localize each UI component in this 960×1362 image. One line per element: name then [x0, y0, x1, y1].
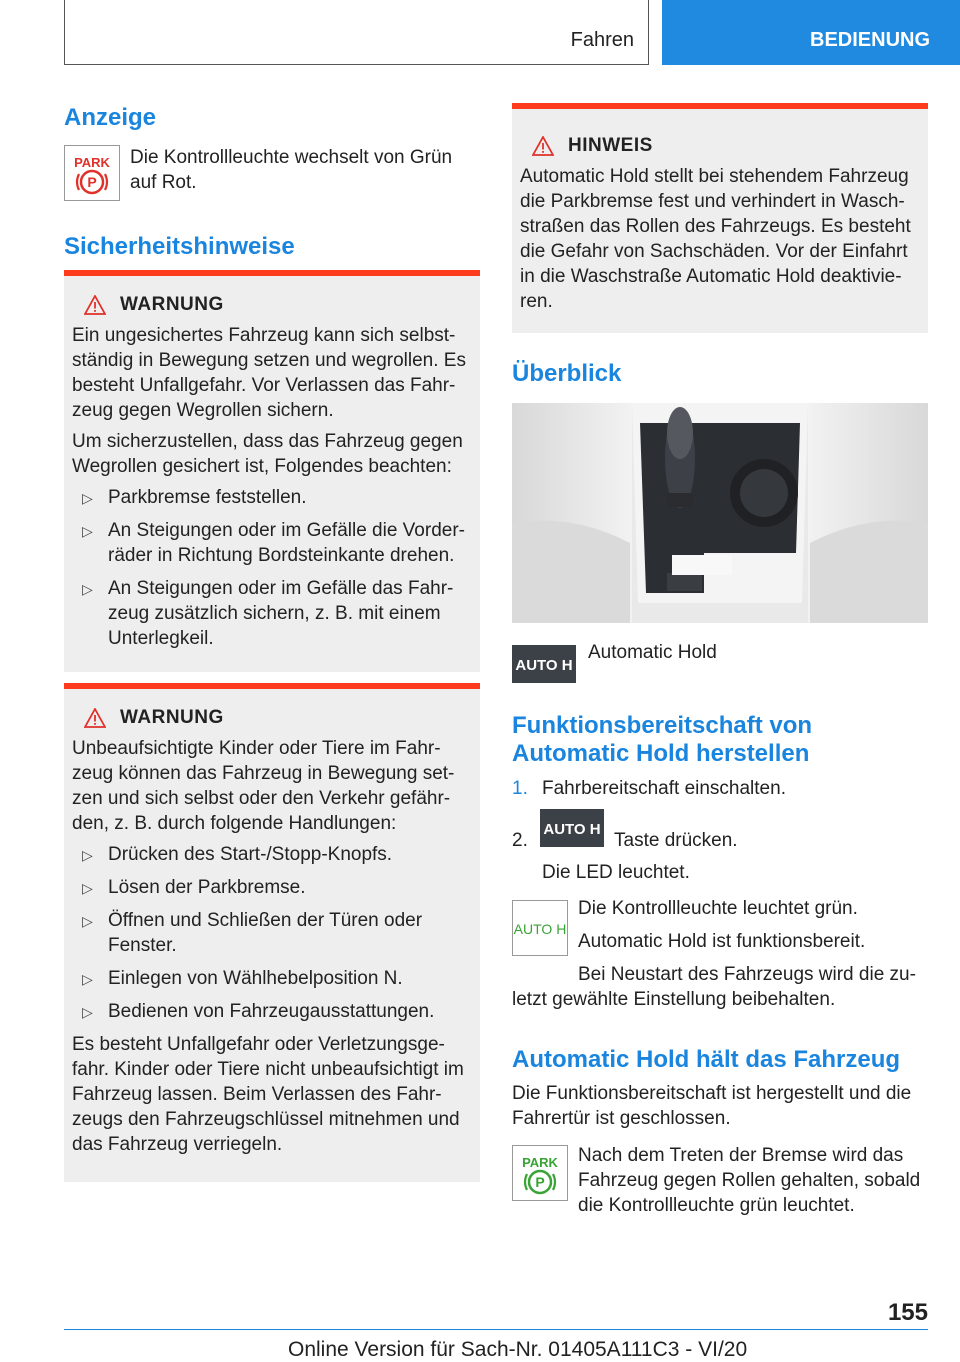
warning-title-2: [84, 705, 480, 730]
anzeige-text: Die Kontrollleuchte wechselt von Grün auf Rot.: [130, 147, 453, 193]
haelt-para-1: Die Funktionsbereitschaft ist hergestellt und die Fahrertür ist geschlossen.: [512, 1083, 912, 1129]
park-red-icon: [64, 145, 120, 201]
step-1: 1. Fahrbereitschaft einschalten.: [512, 778, 786, 799]
kontroll-2: Automatic Hold ist funktionsbereit.: [578, 931, 866, 952]
auto-h-button-icon: [512, 645, 576, 683]
warning-box-2: [64, 683, 480, 1182]
hint-text: Automatic Hold stellt bei stehendem Fahrzeug die Parkbremse fest und verhindert in Wasch-straßen das Rollen des Fahrzeugs. Es besteht die Gefahr von Sachschäden. Vor der Einfahrt in die Waschstraße Automatic Hold deaktivie-ren.: [520, 166, 911, 312]
hint-title: [532, 133, 928, 158]
heading-haelt: Automatic Hold hält das Fahrzeug: [512, 1046, 901, 1073]
bullet-triangle-icon: ▷: [82, 971, 93, 987]
heading-funktion: Funktionsbereitschaft von Automatic Hold herstellen: [512, 712, 813, 767]
header-section-box: [662, 0, 960, 65]
svg-text:AUTO H: AUTO H: [543, 821, 601, 838]
center-console-photo: [512, 403, 928, 623]
bullet-triangle-icon: ▷: [82, 913, 93, 929]
footer-divider: [64, 1329, 928, 1330]
step-2: Taste drücken.: [614, 830, 738, 851]
list-item: ▷ Bedienen von Fahrzeugausstattungen.: [82, 999, 480, 1024]
list-item: ▷ Parkbremse feststellen.: [82, 485, 480, 510]
bullet-triangle-icon: ▷: [82, 581, 93, 597]
haelt-para-2: Nach dem Treten der Bremse wird das Fahrzeug gegen Rollen gehalten, sobald die Kontrollleuchte grün leuchtet.: [578, 1145, 921, 1216]
svg-text:AUTO H: AUTO H: [513, 921, 567, 937]
list-item: ▷ Lösen der Parkbremse.: [82, 875, 480, 900]
auto-h-green-icon: [512, 900, 568, 956]
list-item: ▷ Öffnen und Schließen der Türen oder Fenster.: [82, 910, 423, 956]
heading-anzeige: Anzeige: [64, 104, 157, 131]
warning-title-1-text: WARNUNG: [120, 294, 224, 315]
page-number: 155: [887, 1299, 928, 1326]
warning-1-para-2: Um sicherzustellen, dass das Fahrzeug gegen Wegrollen gesichert ist, Folgendes beachten:: [72, 431, 463, 477]
warning-box-1: [64, 270, 480, 672]
warning-title-2-text: WARNUNG: [120, 707, 224, 728]
warning-triangle-icon: [84, 295, 106, 315]
hint-box: [512, 103, 928, 333]
footer-online-version: Online Version für Sach-Nr. 01405A111C3 - VI/20: [288, 1338, 748, 1361]
warning-triangle-icon: [84, 708, 106, 728]
warning-triangle-icon: [532, 136, 554, 156]
park-green-icon: [512, 1145, 568, 1201]
auto-hold-caption: Automatic Hold: [588, 642, 717, 663]
list-item: ▷ Einlegen von Wählhebelposition N.: [82, 966, 480, 991]
bullet-triangle-icon: ▷: [82, 847, 93, 863]
header-section: BEDIENUNG: [810, 29, 931, 51]
svg-text:P: P: [87, 174, 97, 190]
kontroll-1: Die Kontrollleuchte leuchtet grün.: [578, 898, 858, 919]
auto-h-button-icon-step: [540, 809, 604, 847]
warning-2-para-1: Unbeaufsichtigte Kinder oder Tiere im Fahr-zeug können das Fahrzeug in Bewegung set-zen und sich selbst oder den Verkehr gefähr-den, z. B. durch folgende Handlungen:: [72, 738, 455, 834]
kontroll-3: Bei Neustart des Fahrzeugs wird die zu-letzt gewählte Einstellung beibehalten.: [512, 964, 916, 1010]
list-item: ▷ An Steigungen oder im Gefälle das Fahr-zeug zusätzlich sichern, z. B. mit einem Unterlegkeil.: [82, 578, 454, 649]
header-chapter: Fahren: [570, 29, 634, 51]
hint-title-text: HINWEIS: [568, 135, 653, 156]
header-chapter-box: [64, 0, 649, 65]
bullet-triangle-icon: ▷: [82, 523, 93, 539]
svg-text:PARK: PARK: [522, 1155, 558, 1170]
heading-sicherheit: Sicherheitshinweise: [64, 233, 295, 260]
bullet-triangle-icon: ▷: [82, 490, 93, 506]
svg-text:P: P: [535, 1174, 545, 1190]
list-item: ▷ An Steigungen oder im Gefälle die Vorder-räder in Richtung Bordsteinkante drehen.: [82, 520, 465, 566]
led-text: Die LED leuchtet.: [542, 862, 690, 883]
warning-2-para-2: Es besteht Unfallgefahr oder Verletzungsge-fahr. Kinder oder Tiere nicht unbeaufsichtigt im Fahrzeug lassen. Beim Verlassen des Fahr-zeugs den Fahrzeugschlüssel mitnehmen und das Fahrzeug verriegeln.: [72, 1034, 464, 1155]
warning-2-list: [82, 842, 480, 1024]
bullet-triangle-icon: ▷: [82, 1004, 93, 1020]
park-icon-label: PARK: [74, 155, 110, 170]
heading-ueberblick: Überblick: [512, 360, 622, 387]
bullet-triangle-icon: ▷: [82, 880, 93, 896]
step-2-number: 2.: [512, 830, 528, 851]
list-item: ▷ Drücken des Start-/Stopp-Knopfs.: [82, 842, 480, 867]
auto-h-label: AUTO H: [515, 657, 573, 674]
warning-1-para-1: Ein ungesichertes Fahrzeug kann sich selbst-ständig in Bewegung setzen und wegrollen. Es besteht Unfallgefahr. Vor Verlassen das Fahr-zeug gegen Wegrollen sichern.: [72, 325, 466, 421]
warning-1-list: [82, 485, 480, 651]
warning-title-1: [84, 292, 480, 317]
